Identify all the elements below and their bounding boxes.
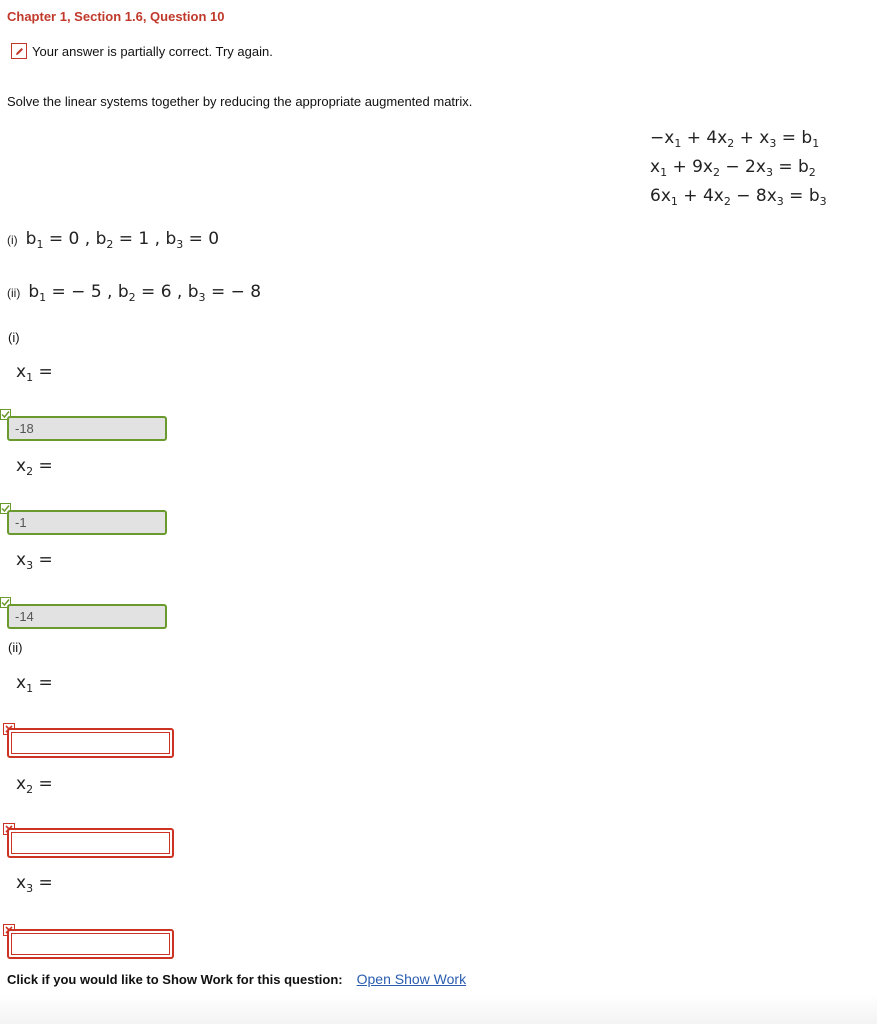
case-ii: (ii) $b_1$ = − 5 , $b_2 = 6$ , $b_3$ = − 8 bbox=[7, 282, 262, 304]
equation-2: $x_1 + 9x_2 - 2x_3 = b_2$ bbox=[650, 157, 816, 179]
linear-system bbox=[650, 124, 827, 211]
x2-input-i[interactable]: -1 bbox=[7, 510, 167, 535]
part-i-label: (i) bbox=[8, 330, 20, 345]
x2-label: $x_2$ = bbox=[16, 774, 53, 796]
part-ii-label: (ii) bbox=[8, 640, 23, 655]
question-prompt: Solve the linear systems together by reducing the appropriate augmented matrix. bbox=[7, 94, 473, 109]
x3-input-ii[interactable] bbox=[7, 929, 174, 959]
open-show-work-link[interactable]: Open Show Work bbox=[356, 971, 467, 987]
status-message: Your answer is partially correct. Try again. bbox=[32, 43, 273, 59]
show-work-row bbox=[7, 971, 466, 987]
show-work-prompt: Click if you would like to Show Work for this question: bbox=[7, 971, 343, 987]
x1-input-ii[interactable] bbox=[7, 728, 174, 758]
x2-input-ii-field[interactable] bbox=[11, 832, 170, 854]
x3-input-i[interactable]: -14 bbox=[7, 604, 167, 629]
x1-input-ii-field[interactable] bbox=[11, 732, 170, 754]
x3-label: $x_3$ = bbox=[16, 550, 53, 572]
x1-input-i[interactable]: -18 bbox=[7, 416, 167, 441]
case-i: (i) $b_1 = 0$ , $b_2 = 1$ , $b_3 = 0$ bbox=[7, 229, 220, 251]
pencil-icon bbox=[11, 43, 27, 59]
answer-status bbox=[11, 43, 273, 59]
x1-label: $x_1$ = bbox=[16, 673, 53, 695]
x2-label: $x_2$ = bbox=[16, 456, 53, 478]
page-bottom-edge bbox=[0, 995, 877, 1024]
x1-label: $x_1$ = bbox=[16, 362, 53, 384]
equation-3: $6x_1 + 4x_2 - 8x_3 = b_3$ bbox=[650, 186, 827, 208]
x2-input-ii[interactable] bbox=[7, 828, 174, 858]
x3-label: $x_3$ = bbox=[16, 873, 53, 895]
equation-1: $-x_1 + 4x_2 + x_3 = b_1$ bbox=[650, 128, 820, 150]
question-title: Chapter 1, Section 1.6, Question 10 bbox=[7, 9, 225, 24]
x3-input-ii-field[interactable] bbox=[11, 933, 170, 955]
